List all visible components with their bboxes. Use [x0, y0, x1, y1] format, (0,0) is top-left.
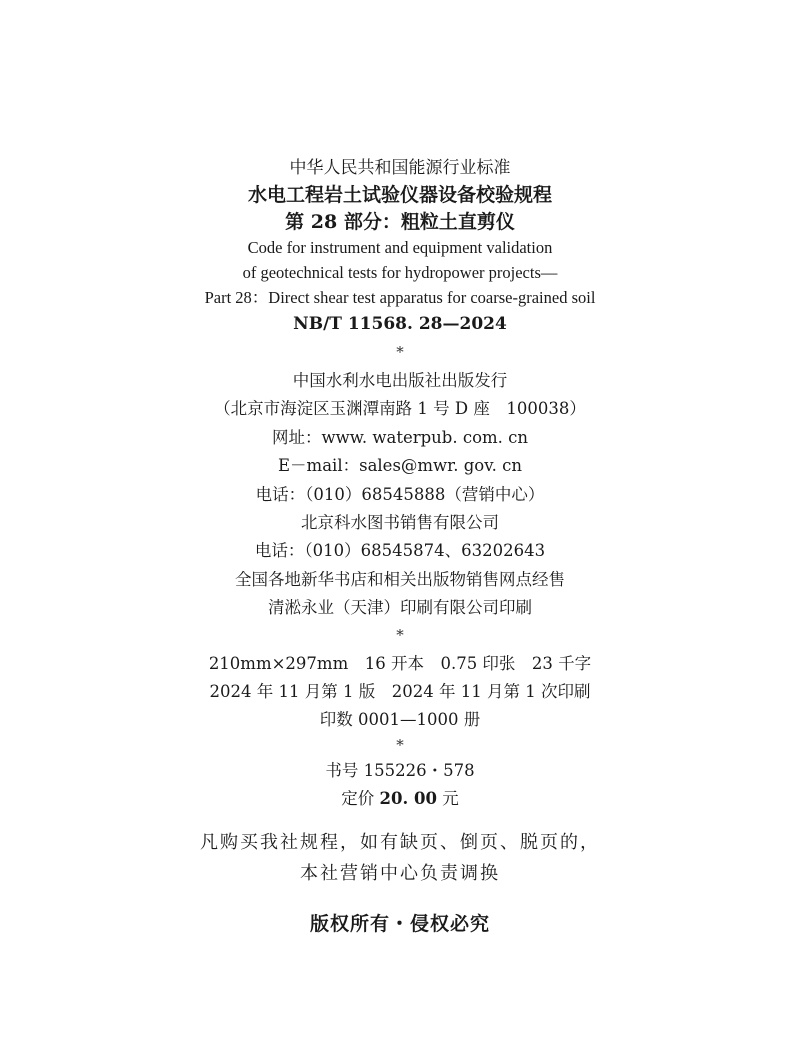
price-value: 20. 00 — [379, 789, 437, 808]
replacement-notice-line-1: 凡购买我社规程，如有缺页、倒页、脱页的， — [200, 832, 600, 853]
publisher-name: 中国水利水电出版社出版发行 — [292, 371, 508, 390]
distributor-name: 北京科水图书销售有限公司 — [301, 513, 499, 532]
title-en-line-2: of geotechnical tests for hydropower projects— — [242, 263, 558, 282]
sales-channels: 全国各地新华书店和相关出版物销售网点经售 — [235, 570, 565, 589]
book-number: 书号 155226・578 — [325, 761, 475, 780]
copyright-notice: 版权所有・侵权必究 — [309, 913, 490, 935]
printer-name: 清淞永业（天津）印刷有限公司印刷 — [268, 598, 532, 617]
publisher-phone: 电话：（010）68545888（营销中心） — [255, 485, 545, 504]
publisher-website: 网址：www. waterpub. com. cn — [271, 428, 529, 447]
separator-asterisk: * — [396, 736, 404, 754]
standard-title-cn: 水电工程岩土试验仪器设备校验规程 — [247, 184, 552, 206]
book-format: 210mm×297mm 16 开本 0.75 印张 23 千字 — [208, 654, 592, 673]
standard-type: 中华人民共和国能源行业标准 — [289, 158, 511, 178]
publisher-email: E－mail：sales@mwr. gov. cn — [278, 456, 522, 475]
title-en-line-1: Code for instrument and equipment validation — [247, 238, 553, 257]
book-price — [0, 791, 800, 808]
part-title-cn: 第 28 部分：粗粒土直剪仪 — [285, 211, 515, 233]
publisher-address: （北京市海淀区玉渊潭南路 1 号 D 座 100038） — [214, 399, 586, 418]
price-unit: 元 — [436, 789, 459, 808]
distributor-phone: 电话：（010）68545874、63202643 — [254, 541, 546, 560]
separator-asterisk: * — [396, 626, 404, 644]
price-label: 定价 — [341, 789, 380, 808]
print-run: 印数 0001—1000 册 — [319, 710, 481, 729]
separator-asterisk: * — [396, 343, 404, 361]
title-en-line-3: Part 28：Direct shear test apparatus for coarse-grained soil — [204, 288, 596, 307]
book-edition: 2024 年 11 月第 1 版 2024 年 11 月第 1 次印刷 — [209, 682, 591, 701]
standard-number: NB/T 11568. 28—2024 — [293, 314, 507, 334]
replacement-notice-line-2: 本社营销中心负责调换 — [300, 863, 500, 884]
